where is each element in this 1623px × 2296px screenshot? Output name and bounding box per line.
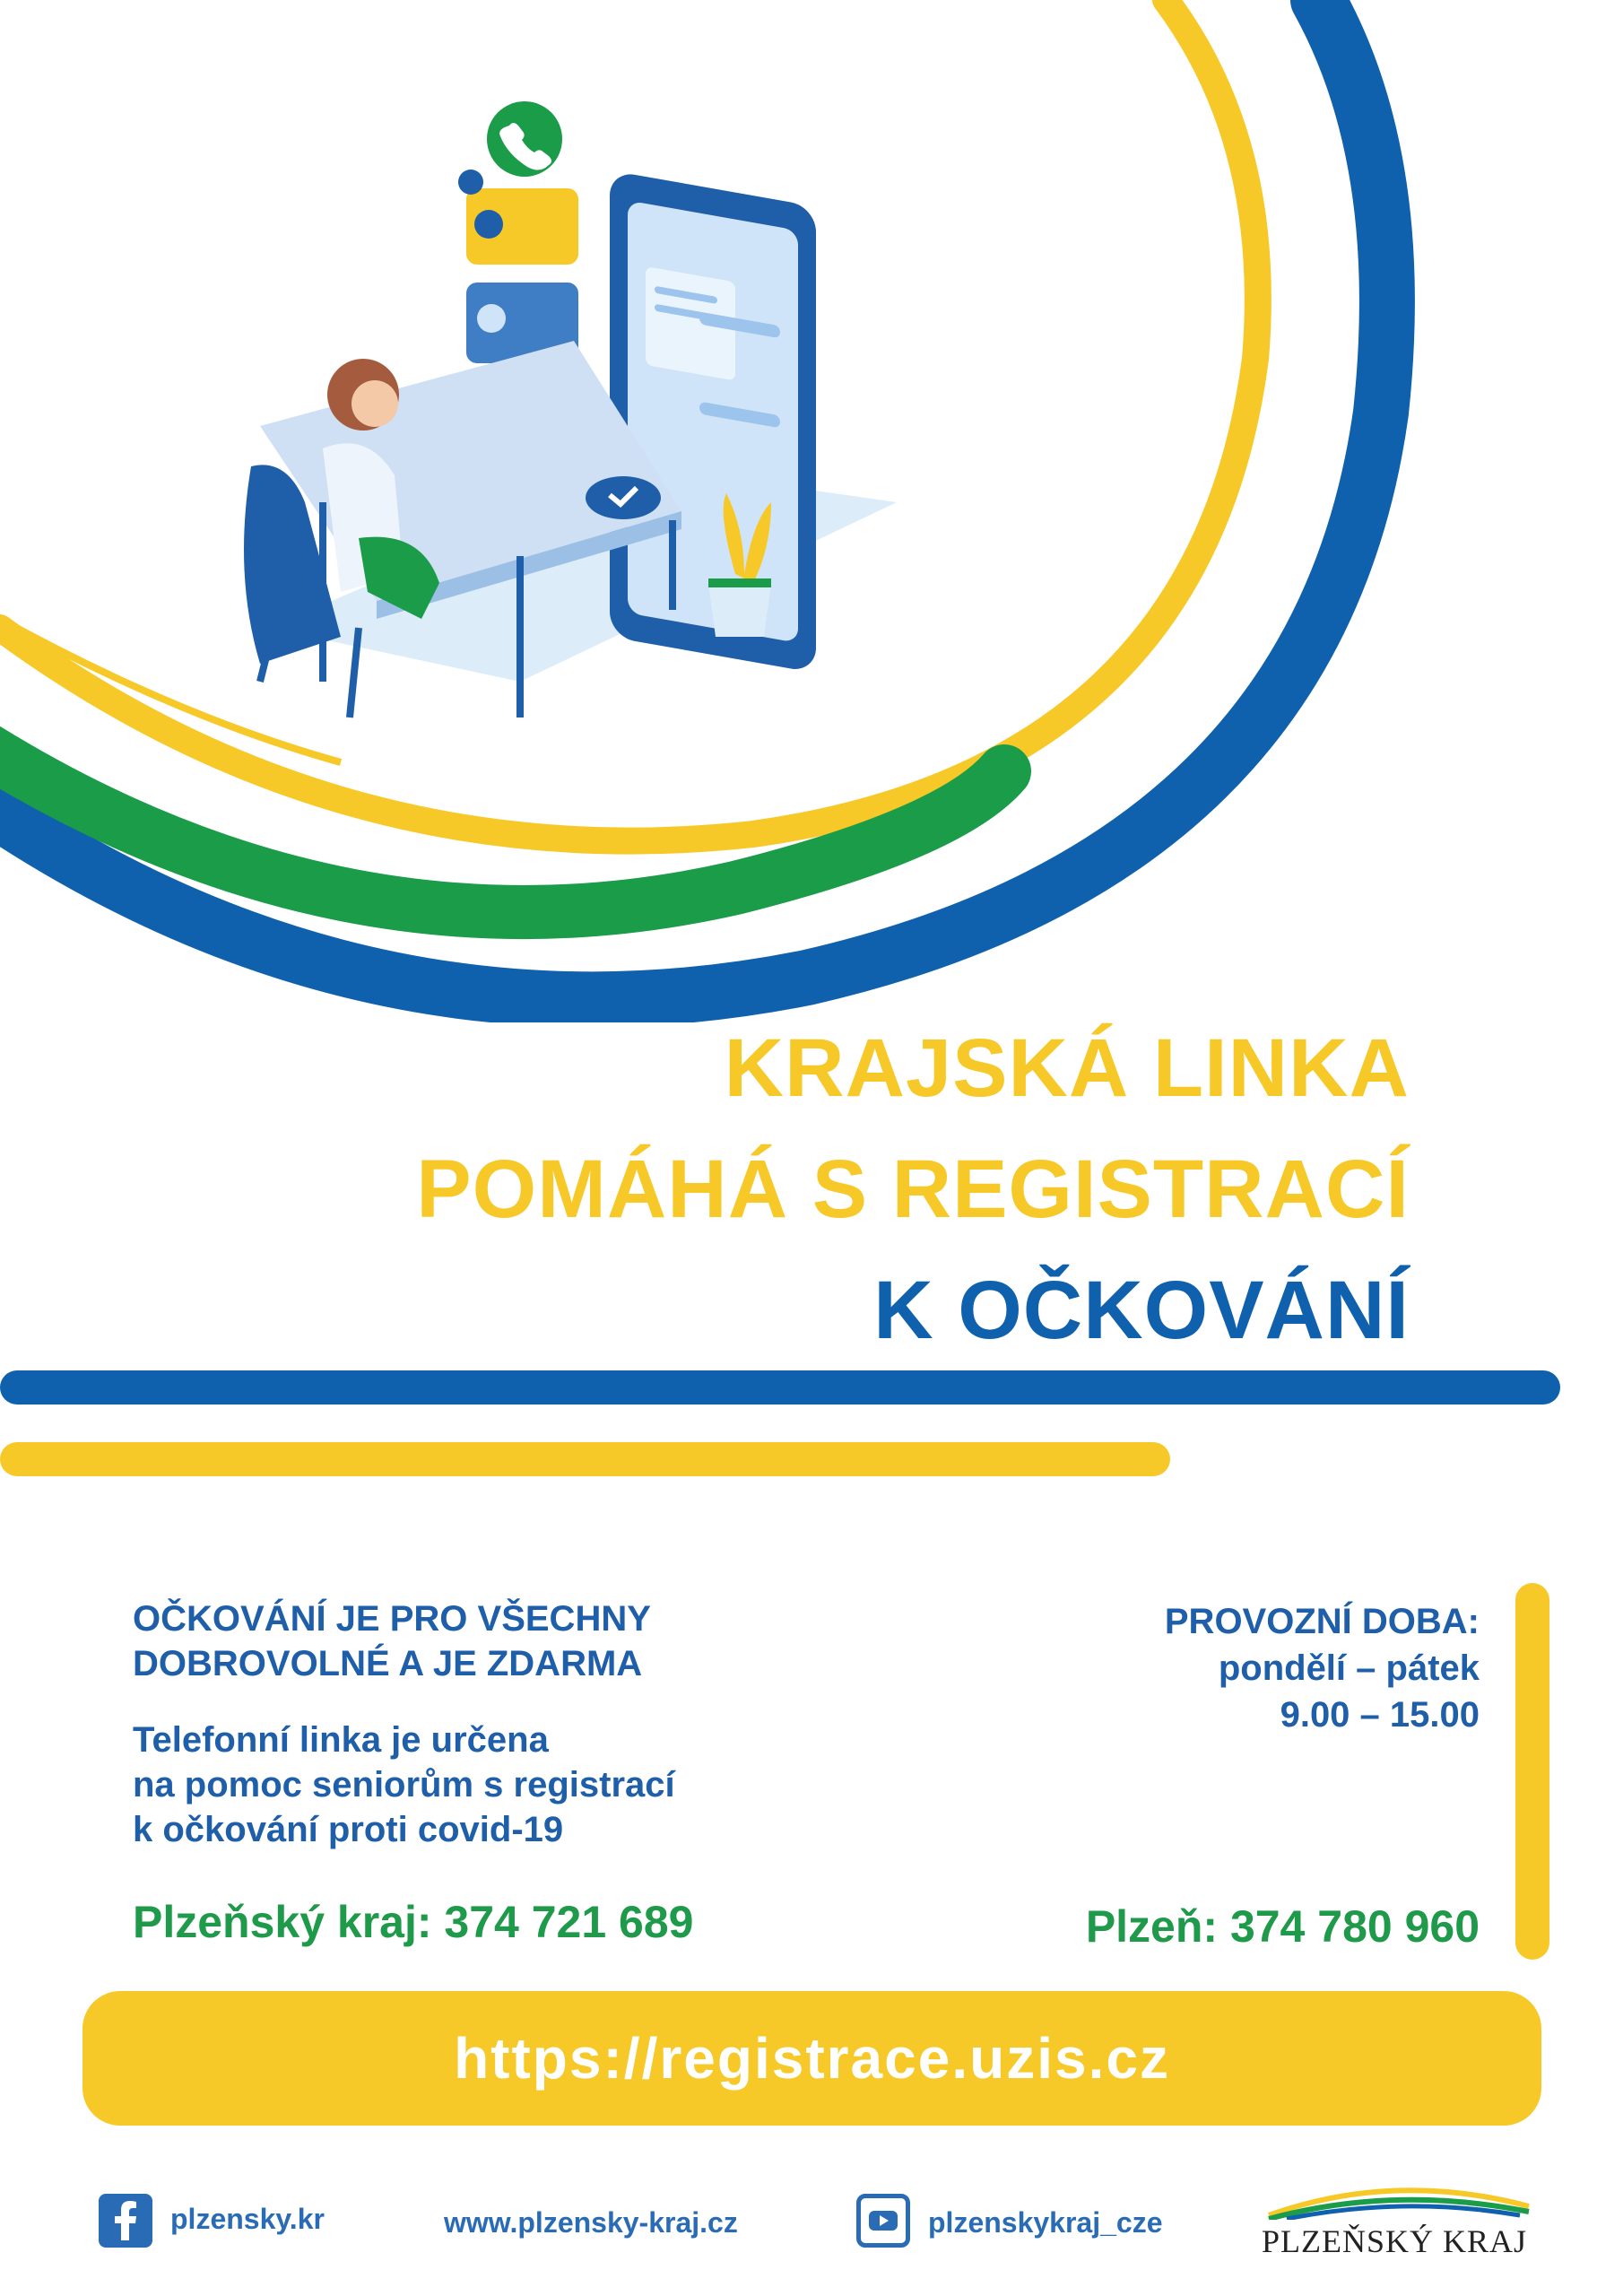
purpose-line-3: k očkování proti covid-19	[133, 1810, 564, 1849]
logo-swoosh-icon	[1251, 2179, 1547, 2220]
purpose-text	[133, 1718, 675, 1852]
voluntary-notice	[133, 1596, 651, 1686]
youtube-icon[interactable]	[856, 2194, 910, 2248]
website-link[interactable]: www.plzensky-kraj.cz	[444, 2206, 738, 2239]
registration-url-box[interactable]	[82, 1991, 1541, 2126]
hours-label: PROVOZNÍ DOBA:	[1164, 1602, 1480, 1641]
logo-text: PLZEŇSKÝ KRAJ	[1262, 2223, 1528, 2259]
voluntary-line-2: DOBROVOLNÉ A JE ZDARMA	[133, 1644, 643, 1683]
call-icon	[487, 101, 562, 177]
vertical-accent-bar	[1515, 1583, 1549, 1960]
blue-divider-bar	[0, 1370, 1560, 1405]
opening-hours	[1165, 1598, 1480, 1738]
plzensky-kraj-logo	[1251, 2179, 1547, 2260]
purpose-line-2: na pomoc seniorům s registrací	[133, 1765, 675, 1805]
facebook-icon[interactable]	[99, 2194, 152, 2248]
title-line-3: K OČKOVÁNÍ	[873, 1265, 1410, 1356]
title-line-1: KRAJSKÁ LINKA	[724, 1022, 1410, 1114]
facebook-handle[interactable]: plzensky.kr	[170, 2203, 325, 2235]
registration-url[interactable]: https://registrace.uzis.cz	[454, 2026, 1170, 2091]
hours-days: pondělí – pátek	[1218, 1648, 1480, 1688]
header-illustration	[0, 0, 1623, 1022]
hours-time: 9.00 – 15.00	[1280, 1695, 1480, 1735]
title-line-2: POMÁHÁ S REGISTRACÍ	[416, 1144, 1410, 1235]
purpose-line-1: Telefonní linka je určena	[133, 1720, 549, 1760]
phone-region[interactable]: Plzeňský kraj: 374 721 689	[133, 1897, 694, 1947]
phone-city[interactable]: Plzeň: 374 780 960	[1085, 1901, 1480, 1952]
voluntary-line-1: OČKOVÁNÍ JE PRO VŠECHNY	[133, 1599, 651, 1639]
youtube-handle[interactable]: plzenskykraj_cze	[928, 2206, 1163, 2239]
yellow-divider-bar	[0, 1442, 1170, 1476]
